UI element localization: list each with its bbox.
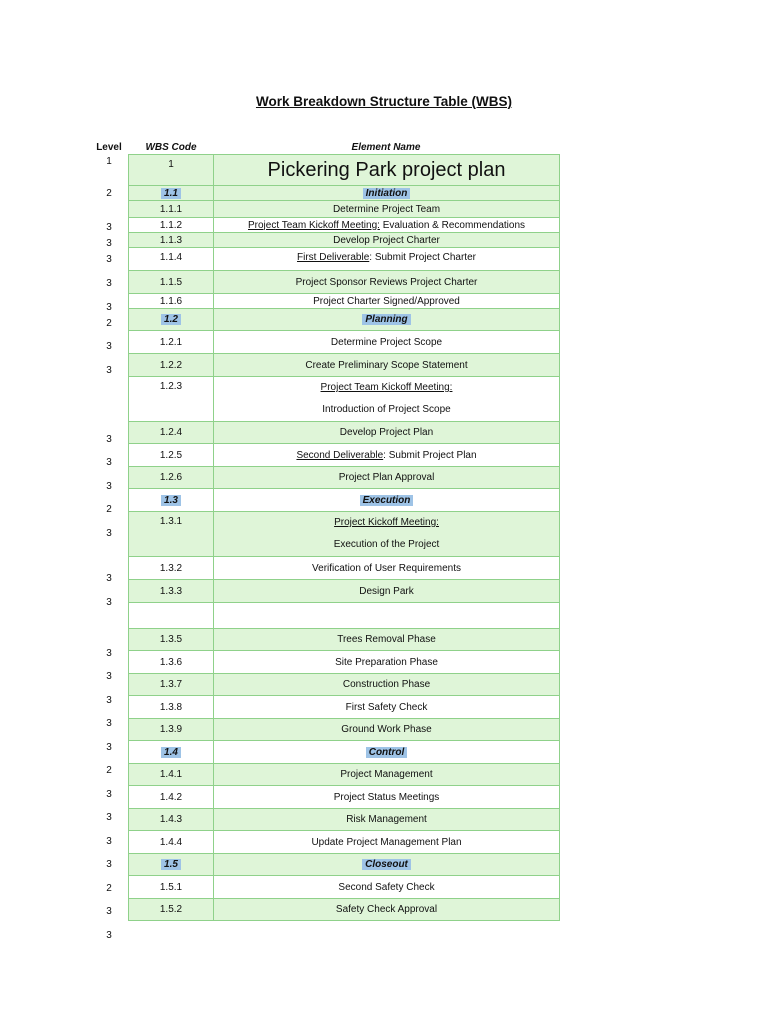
header-level: Level [96,142,122,153]
element-name-cell [214,489,560,512]
level-value: 3 [106,597,112,608]
wbs-code-cell [129,512,214,557]
wbs-code: 1.3.8 [159,701,183,713]
element-name-cell [214,674,560,696]
element-name-cell [214,580,560,603]
wbs-code-cell [129,467,214,489]
wbs-code: 1.1.1 [159,203,183,215]
element-name-cell [214,271,560,294]
element-name-cell [214,899,560,921]
wbs-code-cell [129,876,214,899]
element-name-cell [214,444,560,467]
level-value: 3 [106,481,112,492]
table-row [129,186,560,201]
level-value: 3 [106,238,112,249]
level-value: 3 [106,695,112,706]
element-name-cell [214,786,560,809]
level-value: 2 [106,188,112,199]
table-row [129,489,560,512]
wbs-code: 1.4.4 [159,836,183,848]
table-row [129,696,560,719]
header-element-name: Element Name [351,142,421,153]
table-row [129,899,560,921]
level-value: 2 [106,883,112,894]
level-value: 3 [106,718,112,729]
element-name: Second Safety Check [338,881,435,893]
level-value: 3 [106,302,112,313]
wbs-code: 1.3.5 [159,634,183,645]
level-value: 2 [106,318,112,329]
wbs-code: 1.1.3 [159,234,183,246]
wbs-code-cell [129,741,214,764]
element-name-cell [214,809,560,831]
table-row [129,233,560,248]
wbs-code: 1.2.5 [159,449,183,461]
wbs-code-cell [129,696,214,719]
level-value: 3 [106,222,112,233]
table-row [129,467,560,489]
table-row [129,831,560,854]
element-name-cell [214,201,560,218]
element-name-line2: Execution of the Project [333,539,440,550]
level-value: 2 [106,765,112,776]
element-name-cell [214,831,560,854]
wbs-code-cell [129,557,214,580]
level-value: 3 [106,789,112,800]
level-value: 3 [106,742,112,753]
wbs-code: 1.2 [161,314,181,325]
page-title: Work Breakdown Structure Table (WBS) [255,94,513,109]
wbs-code: 1.1 [161,188,181,199]
element-name-cell [214,155,560,186]
element-name: Project Status Meetings [333,791,440,803]
element-name: First Safety Check [345,701,428,713]
element-name-cell [214,719,560,741]
element-name: Develop Project Charter [333,234,440,246]
element-name-emphasis: Project Kickoff Meeting: [334,517,439,528]
wbs-code-cell [129,331,214,354]
wbs-code: 1 [168,159,174,170]
wbs-code-cell [129,218,214,233]
wbs-code: 1.4 [161,747,181,758]
table-row [129,331,560,354]
wbs-table [128,154,560,921]
table-row [129,218,560,233]
element-name: Design Park [359,585,414,597]
table-row [129,809,560,831]
element-name-cell [214,309,560,331]
element-name-cell [214,331,560,354]
level-value: 3 [106,812,112,823]
table-row [129,512,560,557]
element-name: Project Plan Approval [338,472,435,483]
level-value: 3 [106,365,112,376]
element-name-cell [214,557,560,580]
wbs-code: 1.3.6 [159,656,183,668]
table-row [129,580,560,603]
table-row [129,764,560,786]
level-value: 3 [106,859,112,870]
wbs-code: 1.3 [161,495,181,506]
wbs-code-cell [129,786,214,809]
wbs-code-cell [129,831,214,854]
wbs-code-cell [129,444,214,467]
wbs-code-cell [129,201,214,218]
element-name: Ground Work Phase [341,724,432,735]
element-name: Develop Project Plan [339,427,434,438]
wbs-code-cell [129,422,214,444]
table-row [129,309,560,331]
wbs-code: 1.4.2 [159,791,183,803]
table-row [129,786,560,809]
wbs-code-cell [129,603,214,629]
level-value: 3 [106,341,112,352]
element-name: Trees Removal Phase [337,634,436,645]
element-name: Update Project Management Plan [311,836,462,848]
level-value: 3 [106,278,112,289]
element-name-cell [214,629,560,651]
element-name: Determine Project Scope [330,336,443,348]
element-name-cell [214,186,560,201]
wbs-code: 1.5.1 [159,881,183,893]
element-name-emphasis: Project Team Kickoff Meeting: [248,219,380,231]
wbs-code: 1.5.2 [159,904,183,915]
wbs-code-cell [129,629,214,651]
table-row [129,155,560,186]
wbs-code: 1.1.4 [159,252,183,263]
element-name-cell [214,248,560,271]
element-name: Verification of User Requirements [312,562,461,574]
element-name-cell [214,467,560,489]
element-name-cell [214,294,560,309]
wbs-code-cell [129,719,214,741]
wbs-code: 1.4.1 [159,769,183,780]
wbs-code-cell [129,155,214,186]
wbs-code: 1.2.1 [159,336,183,348]
wbs-code: 1.3.3 [159,585,183,597]
phase-name: Execution [360,495,414,506]
element-name-cell [214,377,560,422]
wbs-code: 1.2.2 [159,359,183,371]
wbs-code: 1.2.6 [159,472,183,483]
wbs-code: 1.3.1 [159,516,183,527]
element-name-cell [214,854,560,876]
level-value: 3 [106,528,112,539]
element-name-emphasis: First Deliverable [297,252,370,263]
wbs-code-cell [129,489,214,512]
wbs-code: 1.2.4 [159,427,183,438]
table-row [129,422,560,444]
element-name: : Submit Project Plan [383,449,477,461]
table-row [129,674,560,696]
element-name-emphasis: Second Deliverable [296,449,384,461]
table-row [129,294,560,309]
element-name-emphasis: Project Team Kickoff Meeting: [320,382,453,393]
table-row [129,854,560,876]
wbs-code-cell [129,899,214,921]
level-value: 3 [106,434,112,445]
wbs-code-cell [129,854,214,876]
wbs-code-cell [129,354,214,377]
element-name-cell [214,741,560,764]
level-value: 3 [106,254,112,265]
wbs-code: 1.5 [161,859,181,870]
element-name: : Submit Project Charter [369,252,476,263]
table-row [129,651,560,674]
level-value: 3 [106,671,112,682]
element-name: Determine Project Team [332,203,441,215]
table-row [129,719,560,741]
table-row [129,741,560,764]
wbs-code-cell [129,271,214,294]
wbs-code-cell [129,248,214,271]
wbs-code-cell [129,674,214,696]
table-row [129,603,560,629]
wbs-code: 1.3.9 [159,724,183,735]
wbs-code-cell [129,294,214,309]
element-name: Project Sponsor Reviews Project Charter [295,276,478,288]
wbs-code-cell [129,580,214,603]
wbs-code-cell [129,764,214,786]
phase-name: Closeout [362,859,411,870]
level-value: 1 [106,156,112,167]
level-value: 3 [106,457,112,468]
wbs-code: 1.3.7 [159,679,183,690]
wbs-code: 1.3.2 [159,562,183,574]
level-value: 2 [106,504,112,515]
wbs-code: 1.1.5 [159,276,183,288]
table-row [129,354,560,377]
wbs-code: 1.4.3 [159,814,183,825]
element-name-cell [214,696,560,719]
level-value: 3 [106,906,112,917]
wbs-code: 1.1.2 [159,219,183,231]
element-name: Create Preliminary Scope Statement [305,359,468,371]
element-name: Safety Check Approval [335,904,438,915]
element-name: Project Management [340,769,433,780]
element-name: Evaluation & Recommendations [379,219,525,231]
table-row [129,377,560,422]
table-row [129,629,560,651]
element-name-cell [214,651,560,674]
element-name-cell [214,764,560,786]
table-row [129,271,560,294]
table-row [129,444,560,467]
header-wbs-code: WBS Code [145,142,197,153]
element-name: Pickering Park project plan [267,158,506,181]
element-name-cell [214,876,560,899]
phase-name: Planning [362,314,410,325]
table-row [129,201,560,218]
wbs-code: 1.2.3 [159,381,183,392]
element-name-cell [214,233,560,248]
element-name: Construction Phase [342,679,431,690]
wbs-code-cell [129,809,214,831]
element-name-cell [214,422,560,444]
element-name: Risk Management [346,814,427,825]
table-row [129,557,560,580]
element-name: Project Charter Signed/Approved [313,295,460,307]
wbs-code-cell [129,377,214,422]
level-value: 3 [106,836,112,847]
wbs-code-cell [129,651,214,674]
element-name-cell [214,603,560,629]
table-row [129,248,560,271]
level-value: 3 [106,573,112,584]
wbs-code-cell [129,186,214,201]
phase-name: Control [366,747,408,758]
phase-name: Initiation [363,188,411,199]
wbs-code-cell [129,309,214,331]
element-name-cell [214,512,560,557]
wbs-code: 1.1.6 [159,295,183,307]
element-name-cell [214,354,560,377]
element-name-cell [214,218,560,233]
element-name-line2: Introduction of Project Scope [322,404,451,415]
element-name: Site Preparation Phase [335,656,438,668]
table-row [129,876,560,899]
level-value: 3 [106,930,112,941]
level-value: 3 [106,648,112,659]
wbs-code-cell [129,233,214,248]
